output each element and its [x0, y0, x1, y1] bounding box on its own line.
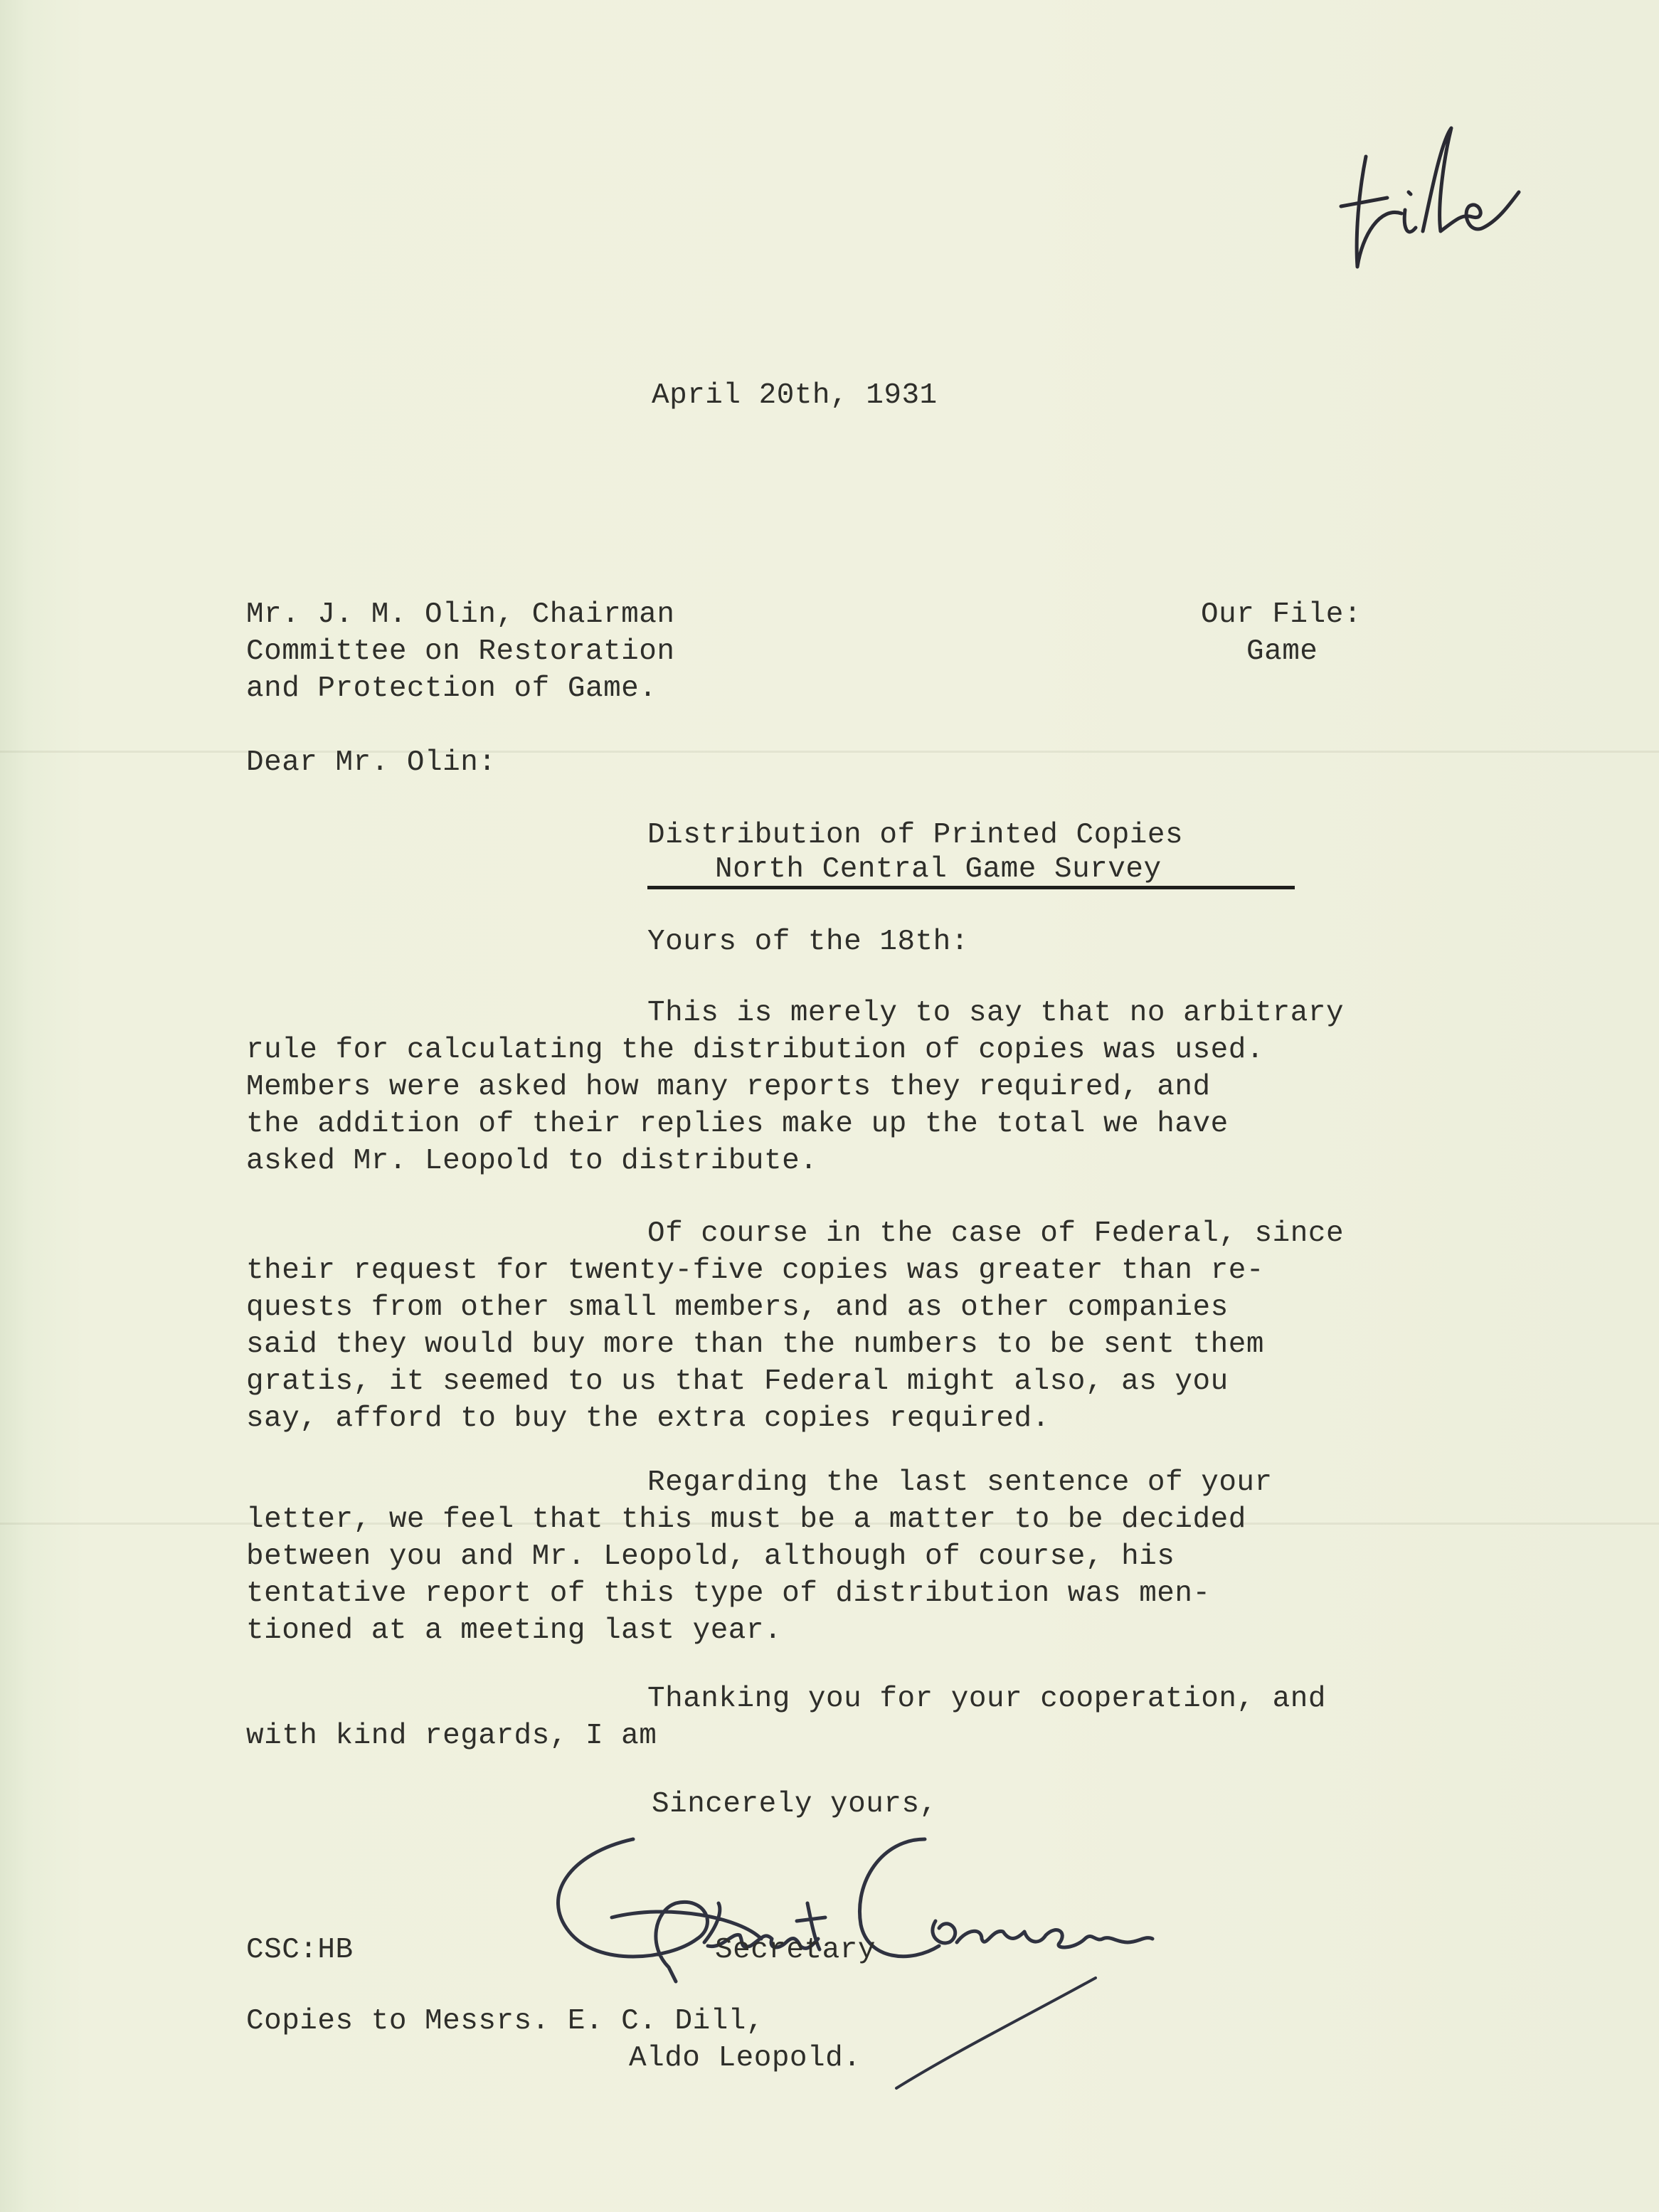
file-ref-value: Game: [1246, 635, 1318, 668]
letter-date: April 20th, 1931: [652, 379, 938, 412]
reference-line: Yours of the 18th:: [647, 926, 969, 958]
paragraph-2-line: Of course in the case of Federal, since: [647, 1217, 1345, 1250]
initials: CSC:HB: [246, 1934, 354, 1967]
paragraph-2-line: their request for twenty-five copies was greater than re-: [246, 1254, 1264, 1287]
paragraph-2-line: quests from other small members, and as other companies: [246, 1291, 1229, 1324]
paragraph-4-line: Thanking you for your cooperation, and: [647, 1683, 1326, 1715]
closing: Sincerely yours,: [652, 1788, 938, 1821]
salutation: Dear Mr. Olin:: [246, 746, 497, 779]
file-ref-label: Our File:: [1201, 598, 1362, 631]
paragraph-3-line: tioned at a meeting last year.: [246, 1614, 783, 1647]
subject-line-2: North Central Game Survey: [715, 853, 1162, 886]
paragraph-1-line: This is merely to say that no arbitrary: [647, 997, 1345, 1030]
copies-line-1: Copies to Messrs. E. C. Dill,: [246, 2005, 765, 2038]
recipient-line-2: Committee on Restoration: [246, 635, 675, 668]
handwritten-file-annotation: [1337, 114, 1522, 277]
subject-underline: [647, 886, 1295, 889]
recipient-line-3: and Protection of Game.: [246, 672, 657, 705]
paragraph-4-line: with kind regards, I am: [246, 1720, 657, 1752]
paragraph-1-line: asked Mr. Leopold to distribute.: [246, 1145, 818, 1178]
recipient-line-1: Mr. J. M. Olin, Chairman: [246, 598, 675, 631]
copies-line-2: Aldo Leopold.: [629, 2042, 862, 2075]
paragraph-3-line: Regarding the last sentence of your: [647, 1466, 1273, 1499]
paragraph-1-line: rule for calculating the distribution of copies was used.: [246, 1034, 1264, 1067]
paragraph-3-line: tentative report of this type of distribution was men-: [246, 1577, 1211, 1610]
paragraph-2-line: gratis, it seemed to us that Federal might also, as you: [246, 1365, 1229, 1398]
paragraph-3-line: letter, we feel that this must be a matter to be decided: [246, 1503, 1246, 1536]
paragraph-2-line: say, afford to buy the extra copies required.: [246, 1402, 1050, 1435]
signer-title: Secretary: [715, 1934, 876, 1967]
paragraph-2-line: said they would buy more than the numbers to be sent them: [246, 1328, 1264, 1361]
subject-line-1: Distribution of Printed Copies: [647, 819, 1184, 852]
paragraph-1-line: the addition of their replies make up the total we have: [246, 1108, 1229, 1141]
paragraph-3-line: between you and Mr. Leopold, although of course, his: [246, 1540, 1175, 1573]
paragraph-1-line: Members were asked how many reports they required, and: [246, 1071, 1211, 1104]
